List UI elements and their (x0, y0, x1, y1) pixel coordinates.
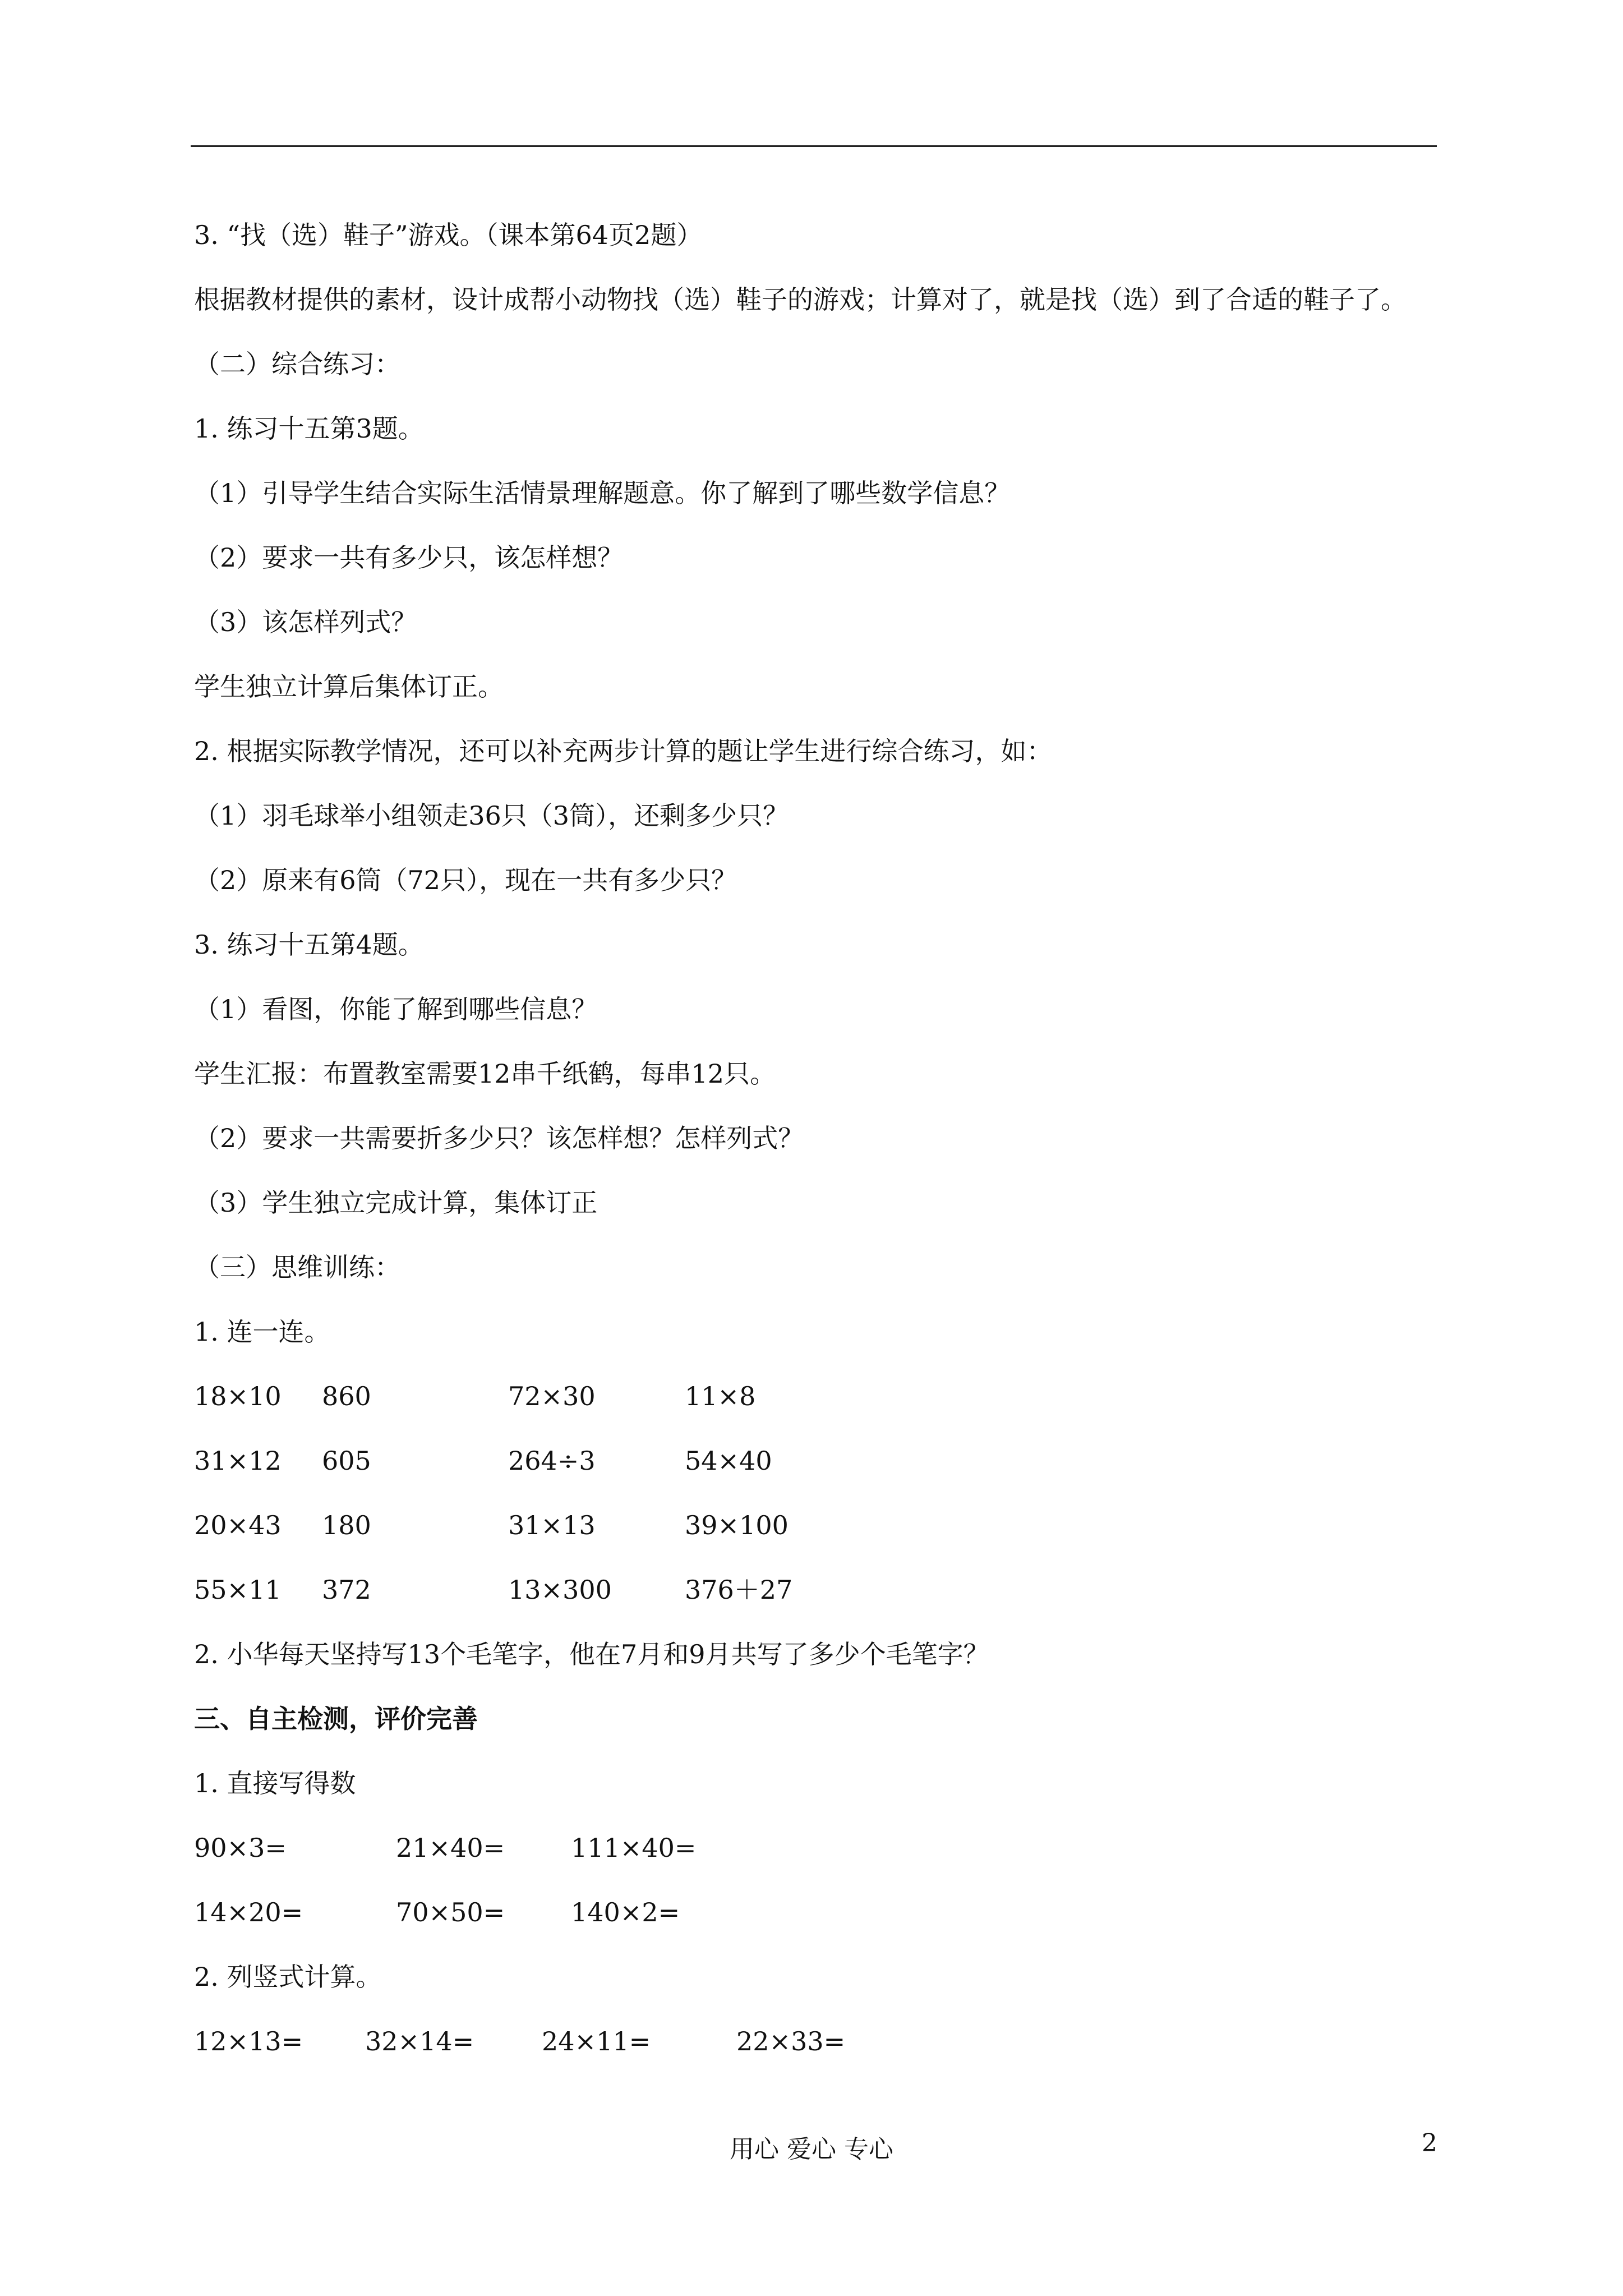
calc-cell: 90×3= (194, 1833, 287, 1863)
match-cell: 55×11 (194, 1575, 282, 1605)
calc-row (194, 1816, 1439, 1880)
match-cell: 31×12 (194, 1446, 282, 1476)
match-cell: 180 (322, 1510, 371, 1540)
match-cell: 376＋27 (685, 1575, 793, 1605)
calc-cell: 140×2= (571, 1897, 680, 1927)
text-line: 2. 根据实际教学情况，还可以补充两步计算的题让学生进行综合练习，如： (194, 736, 1053, 766)
text-line: （2）原来有6筒（72只），现在一共有多少只？ (194, 865, 737, 895)
match-cell: 20×43 (194, 1510, 282, 1540)
text-line: （1）看图，你能了解到哪些信息？ (194, 994, 598, 1024)
direct-calc-table (194, 1816, 1439, 1945)
match-cell: 11×8 (685, 1381, 756, 1411)
matching-table (194, 1364, 1439, 1622)
page-number: 2 (1422, 2129, 1437, 2157)
text-line: 2. 列竖式计算。 (194, 1962, 382, 1992)
section-title: 三、自主检测，评价完善 (194, 1704, 478, 1734)
text-line: 3. 练习十五第4题。 (194, 930, 424, 960)
match-row (194, 1493, 1439, 1558)
match-cell: 72×30 (508, 1381, 596, 1411)
match-cell: 605 (322, 1446, 371, 1476)
calc-row (194, 1880, 1439, 1945)
calc-row (194, 2009, 1439, 2074)
match-row (194, 1429, 1439, 1493)
calc-cell: 32×14= (365, 2026, 474, 2056)
match-cell: 54×40 (685, 1446, 772, 1476)
text-line: 学生汇报：布置教室需要12串千纸鹤，每串12只。 (194, 1059, 776, 1089)
match-cell: 13×300 (508, 1575, 612, 1605)
text-line: （3）学生独立完成计算，集体订正 (194, 1188, 598, 1218)
calc-cell: 22×33= (736, 2026, 846, 2056)
match-cell: 31×13 (508, 1510, 596, 1540)
match-cell: 39×100 (685, 1510, 789, 1540)
text-line: （1）引导学生结合实际生活情景理解题意。你了解到了哪些数学信息？ (194, 478, 1011, 508)
text-line: （三）思维训练： (194, 1252, 400, 1282)
text-line: 1. 练习十五第3题。 (194, 413, 424, 444)
text-line: 1. 连一连。 (194, 1317, 330, 1347)
calc-cell: 12×13= (194, 2026, 303, 2056)
match-cell: 860 (322, 1381, 371, 1411)
document-body (194, 203, 1439, 2074)
match-row (194, 1364, 1439, 1429)
calc-cell: 21×40= (396, 1833, 505, 1863)
calc-cell: 24×11= (542, 2026, 651, 2056)
match-cell: 18×10 (194, 1381, 282, 1411)
paragraph-game: 根据教材提供的素材，设计成帮小动物找（选）鞋子的游戏；计算对了，就是找（选）到了合适的鞋子了。 (194, 284, 1407, 315)
match-cell: 264÷3 (508, 1446, 596, 1476)
text-line: （二）综合练习： (194, 349, 400, 379)
text-line: （2）要求一共有多少只，该怎样想？ (194, 542, 624, 573)
calc-cell: 70×50= (396, 1897, 505, 1927)
footer-motto: 用心 爱心 专心 (730, 2135, 893, 2164)
text-line: （2）要求一共需要折多少只？该怎样想？怎样列式？ (194, 1123, 804, 1153)
text-line: 2. 小华每天坚持写13个毛笔字，他在7月和9月共写了多少个毛笔字？ (194, 1639, 989, 1669)
match-cell: 372 (322, 1575, 371, 1605)
calc-cell: 14×20= (194, 1897, 303, 1927)
text-line: （3）该怎样列式？ (194, 607, 417, 637)
calc-cell: 111×40= (571, 1833, 697, 1863)
match-row (194, 1558, 1439, 1622)
text-line: 学生独立计算后集体订正。 (194, 671, 504, 702)
text-line: 3. “找（选）鞋子”游戏。（课本第64页2题） (194, 220, 703, 250)
text-line: （1）羽毛球举小组领走36只（3筒），还剩多少只？ (194, 800, 789, 831)
header-rule (191, 145, 1437, 147)
text-line: 1. 直接写得数 (194, 1768, 356, 1798)
